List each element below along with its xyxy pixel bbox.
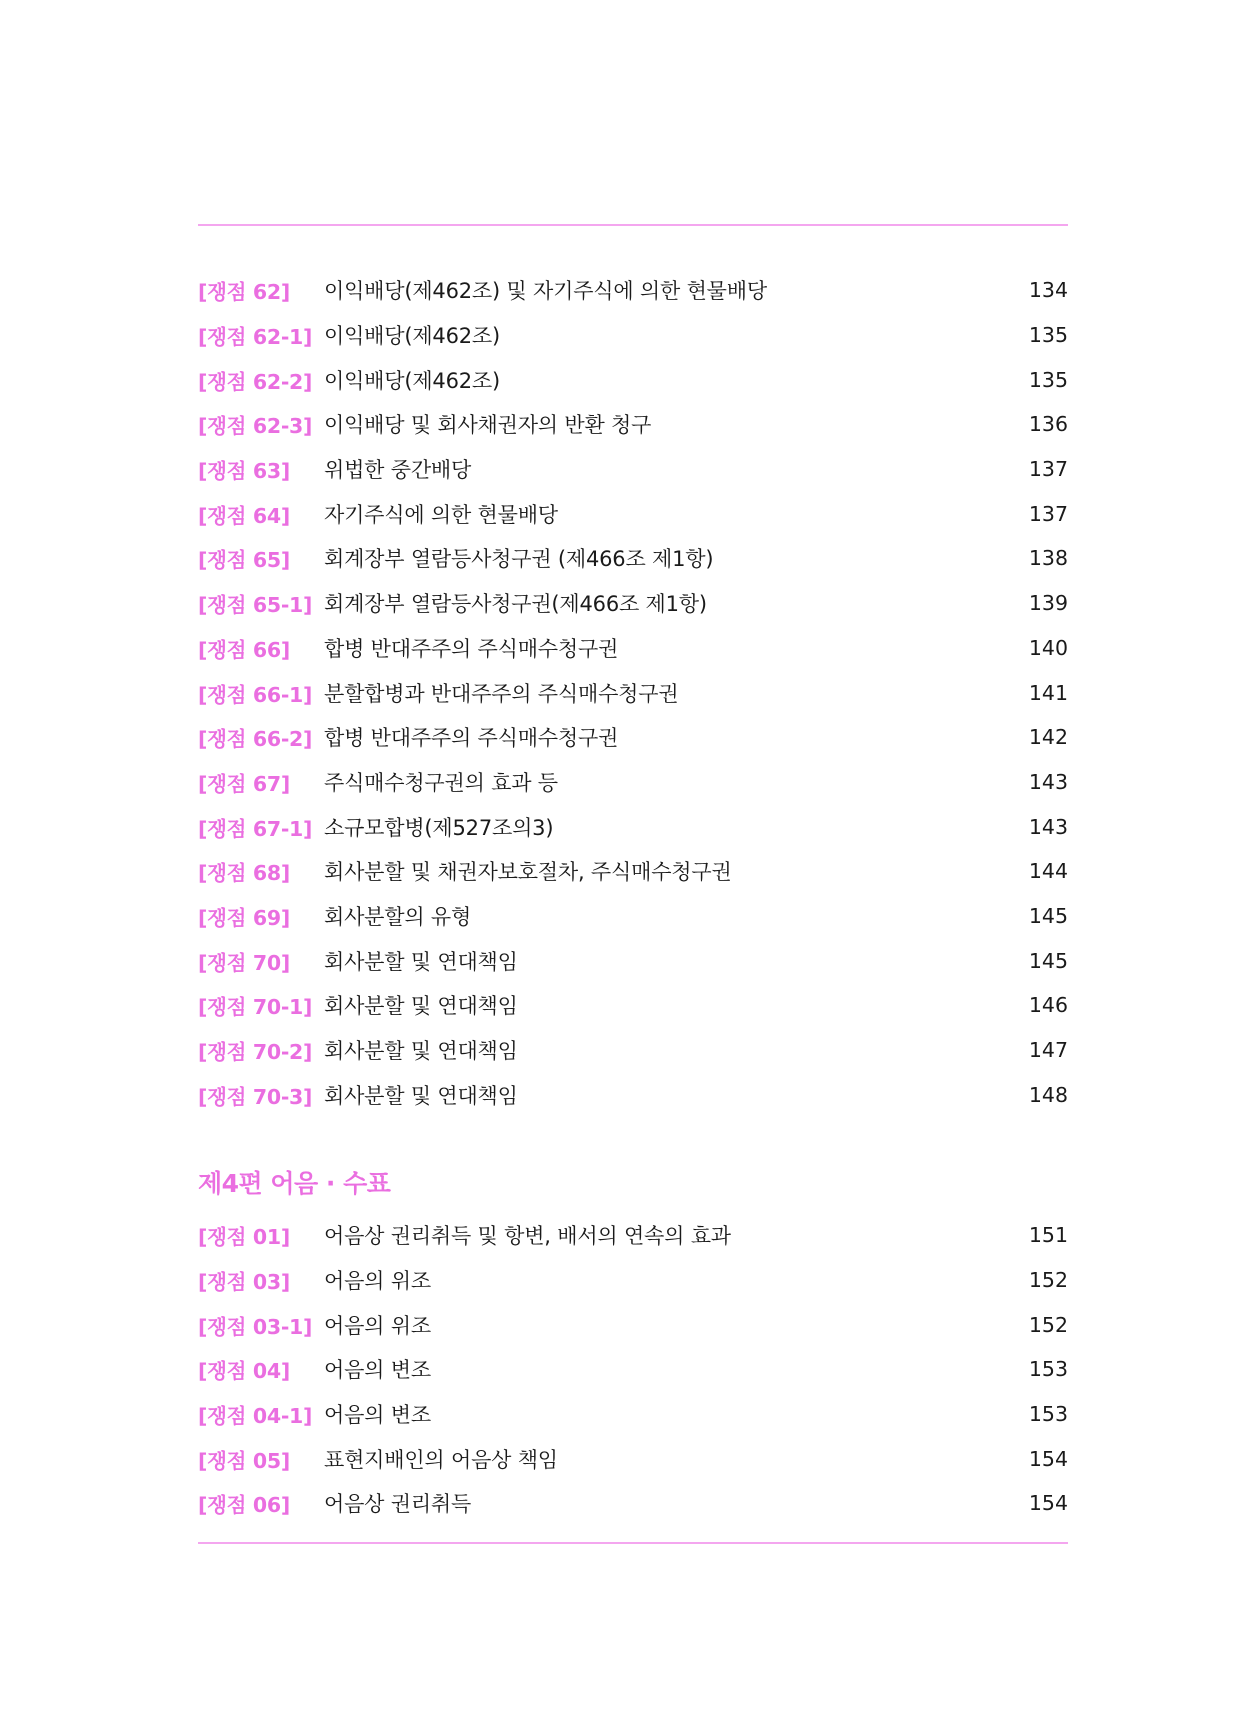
toc-section-part4 [198,1213,1068,1526]
toc-entry[interactable] [198,1213,1068,1258]
toc-entry[interactable] [198,357,1068,402]
toc-entry-title: 자기주식에 의한 현물배당 [324,502,558,527]
toc-entry-label: [쟁점 66-1] [198,682,313,707]
toc-entry-title: 위법한 중간배당 [324,458,472,483]
toc-entry-page: 148 [1028,1082,1068,1107]
toc-entry-label: [쟁점 70-1] [198,995,313,1020]
toc-entry[interactable] [198,626,1068,671]
toc-entry-label: [쟁점 67] [198,771,290,796]
toc-entry-label: [쟁점 62-1] [198,325,313,350]
toc-entry-page: 136 [1028,412,1068,437]
toc-entry[interactable] [198,1302,1068,1347]
toc-entry-page: 134 [1028,278,1068,303]
toc-entry-title: 합병 반대주주의 주식매수청구권 [324,636,619,661]
toc-entry-page: 153 [1028,1357,1068,1382]
toc-entry-title: 회사분할 및 채권자보호절차, 주식매수청구권 [324,860,732,885]
toc-entry-label: [쟁점 67-1] [198,816,313,841]
toc-entry-label: [쟁점 03] [198,1270,290,1295]
toc-entry-label: [쟁점 62-2] [198,369,313,394]
toc-entry[interactable] [198,849,1068,894]
toc-entry[interactable] [198,1436,1068,1481]
toc-entry-page: 143 [1028,769,1068,794]
toc-entry-page: 146 [1028,993,1068,1018]
toc-entry-title: 회사분할 및 연대책임 [324,1039,518,1064]
toc-entry[interactable] [198,313,1068,358]
toc-entry-label: [쟁점 70] [198,950,290,975]
toc-entry-title: 어음의 변조 [324,1358,431,1383]
toc-entry-label: [쟁점 63] [198,459,290,484]
toc-section-part3 [198,268,1068,1117]
toc-entry-label: [쟁점 66-2] [198,727,313,752]
toc-entry-label: [쟁점 65-1] [198,593,313,618]
toc-entry[interactable] [198,447,1068,492]
toc-entry-title: 회사분할 및 연대책임 [324,949,518,974]
toc-entry-label: [쟁점 68] [198,861,290,886]
toc-entry[interactable] [198,536,1068,581]
toc-entry-page: 152 [1028,1268,1068,1293]
toc-entry-page: 139 [1028,591,1068,616]
toc-entry[interactable] [198,1028,1068,1073]
toc-entry-label: [쟁점 03-1] [198,1314,313,1339]
toc-entry-title: 어음상 권리취득 [324,1492,472,1517]
toc-entry-title: 이익배당(제462조) [324,368,500,393]
toc-entry-label: [쟁점 70-2] [198,1040,313,1065]
toc-entry-page: 144 [1028,859,1068,884]
toc-entry[interactable] [198,491,1068,536]
toc-entry[interactable] [198,894,1068,939]
toc-entry[interactable] [198,760,1068,805]
toc-entry-page: 147 [1028,1038,1068,1063]
toc-entry-title: 어음의 변조 [324,1403,431,1428]
toc-entry-page: 151 [1028,1223,1068,1248]
toc-entry-title: 어음의 위조 [324,1313,431,1338]
toc-entry-title: 합병 반대주주의 주식매수청구권 [324,726,619,751]
bottom-divider [198,1542,1068,1544]
toc-entry-title: 이익배당(제462조) [324,324,500,349]
part-heading: 제4편 어음 · 수표 [198,1169,391,1198]
toc-entry-title: 표현지배인의 어음상 책임 [324,1447,558,1472]
toc-entry[interactable] [198,804,1068,849]
toc-entry-label: [쟁점 69] [198,905,290,930]
toc-entry-page: 142 [1028,725,1068,750]
toc-entry[interactable] [198,1258,1068,1303]
toc-entry-page: 153 [1028,1402,1068,1427]
toc-entry-label: [쟁점 05] [198,1448,290,1473]
toc-entry-label: [쟁점 04] [198,1359,290,1384]
toc-entry[interactable] [198,402,1068,447]
toc-entry-page: 152 [1028,1312,1068,1337]
toc-entry-label: [쟁점 06] [198,1493,290,1518]
toc-entry[interactable] [198,670,1068,715]
toc-entry-page: 143 [1028,814,1068,839]
toc-entry-page: 137 [1028,501,1068,526]
toc-entry-page: 154 [1028,1446,1068,1471]
toc-entry-title: 이익배당(제462조) 및 자기주식에 의한 현물배당 [324,279,767,304]
toc-entry-title: 이익배당 및 회사채권자의 반환 청구 [324,413,652,438]
toc-entry[interactable] [198,715,1068,760]
toc-entry-title: 분할합병과 반대주주의 주식매수청구권 [324,681,679,706]
toc-entry-page: 135 [1028,367,1068,392]
toc-entry-title: 회계장부 열람등사청구권 (제466조 제1항) [324,547,714,572]
toc-entry-title: 주식매수청구권의 효과 등 [324,770,558,795]
toc-entry-title: 소규모합병(제527조의3) [324,815,554,840]
toc-entry-title: 회계장부 열람등사청구권(제466조 제1항) [324,592,707,617]
toc-entry[interactable] [198,581,1068,626]
toc-entry[interactable] [198,1481,1068,1526]
toc-entry-page: 137 [1028,457,1068,482]
toc-entry[interactable] [198,1347,1068,1392]
toc-entry-label: [쟁점 62-3] [198,414,313,439]
toc-entry-page: 135 [1028,323,1068,348]
toc-entry-title: 회사분할 및 연대책임 [324,994,518,1019]
toc-entry-title: 회사분할 및 연대책임 [324,1083,518,1108]
toc-entry-title: 회사분할의 유형 [324,904,472,929]
toc-entry[interactable] [198,268,1068,313]
toc-entry-label: [쟁점 66] [198,637,290,662]
toc-entry[interactable] [198,1072,1068,1117]
toc-entry-label: [쟁점 62] [198,280,290,305]
toc-entry-title: 어음상 권리취득 및 항변, 배서의 연속의 효과 [324,1224,731,1249]
toc-entry-label: [쟁점 70-3] [198,1084,313,1109]
toc-entry-page: 145 [1028,903,1068,928]
toc-entry[interactable] [198,1392,1068,1437]
toc-entry-title: 어음의 위조 [324,1269,431,1294]
toc-entry-label: [쟁점 65] [198,548,290,573]
toc-entry-page: 138 [1028,546,1068,571]
toc-entry[interactable] [198,938,1068,983]
top-divider [198,224,1068,226]
toc-entry-page: 141 [1028,680,1068,705]
toc-entry-label: [쟁점 04-1] [198,1404,313,1429]
toc-entry-page: 140 [1028,635,1068,660]
toc-entry-page: 154 [1028,1491,1068,1516]
toc-entry-label: [쟁점 64] [198,503,290,528]
toc-entry[interactable] [198,983,1068,1028]
toc-entry-label: [쟁점 01] [198,1225,290,1250]
toc-entry-page: 145 [1028,948,1068,973]
